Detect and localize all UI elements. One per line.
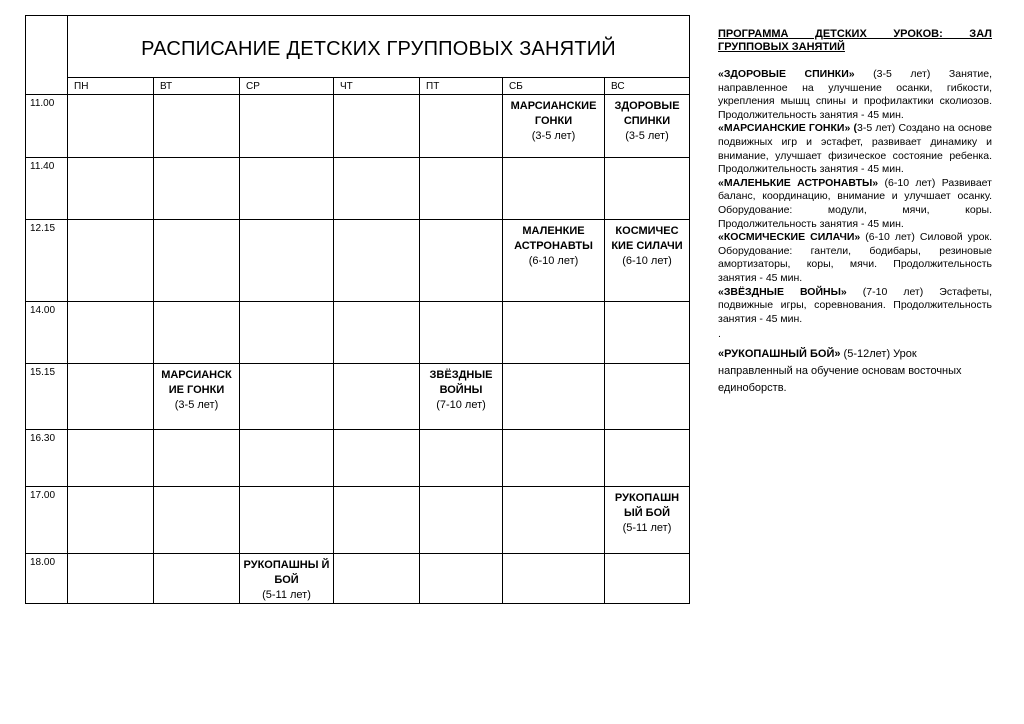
- separator-dot: .: [718, 328, 721, 341]
- time-cell: 16.30: [26, 430, 68, 487]
- empty-cell: [240, 220, 334, 302]
- class-cell: [503, 95, 605, 158]
- empty-cell: [503, 302, 605, 364]
- day-header: СБ: [503, 78, 605, 95]
- empty-cell: [240, 487, 334, 554]
- program-description: [718, 28, 992, 397]
- class-age: (3-5 лет): [174, 399, 219, 411]
- program-item: [718, 68, 992, 122]
- empty-cell: [240, 158, 334, 220]
- schedule-row: [26, 554, 690, 604]
- empty-cell: [154, 487, 240, 554]
- empty-cell: [68, 95, 154, 158]
- schedule-row: [26, 430, 690, 487]
- empty-cell: [240, 364, 334, 430]
- empty-cell: [605, 364, 690, 430]
- day-header: ПТ: [420, 78, 503, 95]
- program-item: [718, 122, 992, 176]
- program-item: [718, 231, 992, 285]
- empty-cell: [68, 302, 154, 364]
- empty-cell: [240, 430, 334, 487]
- class-name: РУКОПАШНЫ Й БОЙ: [243, 559, 330, 586]
- class-age: (5-11 лет): [262, 589, 311, 601]
- program-item: [718, 346, 992, 397]
- time-cell: 18.00: [26, 554, 68, 604]
- program-item-text: 3-5 лет) Создано на основе подвижных игр и эстафет, развивает динамику и внимание, улучшает физическое состояние ребенка. Продолжительность занятия - 45 мин.: [718, 122, 992, 176]
- day-header-row: [26, 78, 690, 95]
- class-cell: [503, 220, 605, 302]
- empty-cell: [420, 158, 503, 220]
- empty-cell: [68, 487, 154, 554]
- empty-cell: [154, 158, 240, 220]
- empty-cell: [605, 430, 690, 487]
- class-cell: [605, 95, 690, 158]
- day-header: ЧТ: [334, 78, 420, 95]
- time-cell: 17.00: [26, 487, 68, 554]
- program-item-text: (6-10 лет) Силовой урок. Оборудование: гантели, бодибары, резиновые амортизаторы, коры, мячи. Продолжительность занятия - 45 мин.: [718, 231, 993, 284]
- schedule-row: [26, 158, 690, 220]
- class-name: МАРСИАНСК ИЕ ГОНКИ: [161, 369, 232, 396]
- program-items: [718, 68, 992, 326]
- time-cell: 15.15: [26, 364, 68, 430]
- empty-cell: [503, 554, 605, 604]
- empty-cell: [334, 554, 420, 604]
- empty-cell: [154, 554, 240, 604]
- empty-cell: [420, 302, 503, 364]
- schedule-table: [25, 15, 690, 604]
- empty-cell: [154, 430, 240, 487]
- day-header: ВТ: [154, 78, 240, 95]
- class-cell: [605, 220, 690, 302]
- empty-cell: [334, 302, 420, 364]
- empty-cell: [605, 302, 690, 364]
- empty-cell: [420, 95, 503, 158]
- program-item-text: (6-10 лет) Развивает баланс, координацию, внимание и улучшает осанку. Оборудование: модули, мячи, коры. Продолжительность занятия - 45 мин.: [718, 176, 992, 230]
- class-name: ЗВЁЗДНЫЕ ВОЙНЫ: [429, 369, 493, 396]
- day-header: ПН: [68, 78, 154, 95]
- empty-cell: [334, 364, 420, 430]
- empty-cell: [240, 95, 334, 158]
- class-cell: [605, 487, 690, 554]
- class-name: МАЛЕНКИЕ АСТРОНАВТЫ: [514, 225, 593, 252]
- time-cell: 11.40: [26, 158, 68, 220]
- program-item: [718, 286, 992, 327]
- day-header: СР: [240, 78, 334, 95]
- empty-cell: [503, 430, 605, 487]
- time-cell: 11.00: [26, 95, 68, 158]
- class-cell: [420, 364, 503, 430]
- empty-cell: [68, 364, 154, 430]
- empty-cell: [240, 302, 334, 364]
- empty-cell: [605, 554, 690, 604]
- schedule-row: [26, 95, 690, 158]
- empty-cell: [420, 554, 503, 604]
- schedule-row: [26, 220, 690, 302]
- empty-cell: [154, 302, 240, 364]
- program-item-name: «КОСМИЧЕСКИЕ СИЛАЧИ»: [718, 231, 861, 244]
- class-age: (3-5 лет): [625, 130, 669, 142]
- empty-cell: [68, 430, 154, 487]
- time-cell: 12.15: [26, 220, 68, 302]
- program-item-name: «ЗВЁЗДНЫЕ ВОЙНЫ»: [718, 285, 847, 298]
- program-item-text: (7-10 лет) Эстафеты, подвижные игры, соревнования. Продолжительность занятия - 45 мин.: [718, 285, 993, 325]
- empty-cell: [420, 220, 503, 302]
- program-item-name: «МАРСИАНСКИЕ ГОНКИ» (: [718, 122, 857, 135]
- empty-cell: [68, 158, 154, 220]
- program-item-text: (5-12лет) Урок направленный на обучение основам восточных единоборств.: [718, 347, 962, 394]
- empty-cell: [334, 95, 420, 158]
- empty-cell: [503, 487, 605, 554]
- program-item-name: «ЗДОРОВЫЕ СПИНКИ»: [718, 68, 855, 80]
- class-cell: [240, 554, 334, 604]
- class-cell: [154, 364, 240, 430]
- empty-cell: [503, 158, 605, 220]
- class-age: (3-5 лет): [531, 130, 576, 142]
- empty-cell: [68, 220, 154, 302]
- empty-cell: [334, 487, 420, 554]
- class-age: (7-10 лет): [436, 399, 486, 411]
- schedule-row: [26, 302, 690, 364]
- empty-cell: [334, 158, 420, 220]
- empty-cell: [420, 487, 503, 554]
- class-age: (6-10 лет): [622, 255, 672, 267]
- class-age: (6-10 лет): [528, 255, 579, 267]
- day-header: ВС: [605, 78, 690, 95]
- empty-cell: [605, 158, 690, 220]
- time-cell: 14.00: [26, 302, 68, 364]
- class-name: МАРСИАНСКИЕ ГОНКИ: [510, 100, 597, 127]
- empty-cell: [420, 430, 503, 487]
- schedule-row: [26, 364, 690, 430]
- class-name: РУКОПАШН ЫЙ БОЙ: [614, 492, 680, 519]
- schedule-row: [26, 487, 690, 554]
- program-item: [718, 177, 992, 231]
- program-item-name: «РУКОПАШНЫЙ БОЙ»: [718, 347, 841, 360]
- program-item-name: «МАЛЕНЬКИЕ АСТРОНАВТЫ»: [718, 176, 879, 189]
- empty-cell: [154, 95, 240, 158]
- class-age: (5-11 лет): [622, 522, 672, 534]
- corner-cell: [26, 16, 68, 95]
- empty-cell: [154, 220, 240, 302]
- schedule-title: РАСПИСАНИЕ ДЕТСКИХ ГРУППОВЫХ ЗАНЯТИЙ: [68, 16, 690, 78]
- empty-cell: [503, 364, 605, 430]
- program-heading: ПРОГРАММА ДЕТСКИХ УРОКОВ: ЗАЛ ГРУППОВЫХ ЗАНЯТИЙ: [718, 28, 992, 53]
- class-name: ЗДОРОВЫЕ СПИНКИ: [614, 100, 680, 127]
- empty-cell: [334, 430, 420, 487]
- empty-cell: [68, 554, 154, 604]
- class-name: КОСМИЧЕС КИЕ СИЛАЧИ: [611, 225, 683, 252]
- empty-cell: [334, 220, 420, 302]
- program-item-text: (3-5 лет) Занятие, направленное на улучшение осанки, гибкости, укрепления мышц спины и профилактики сколиозов. Продолжительность занятия - 45 мин.: [718, 68, 992, 121]
